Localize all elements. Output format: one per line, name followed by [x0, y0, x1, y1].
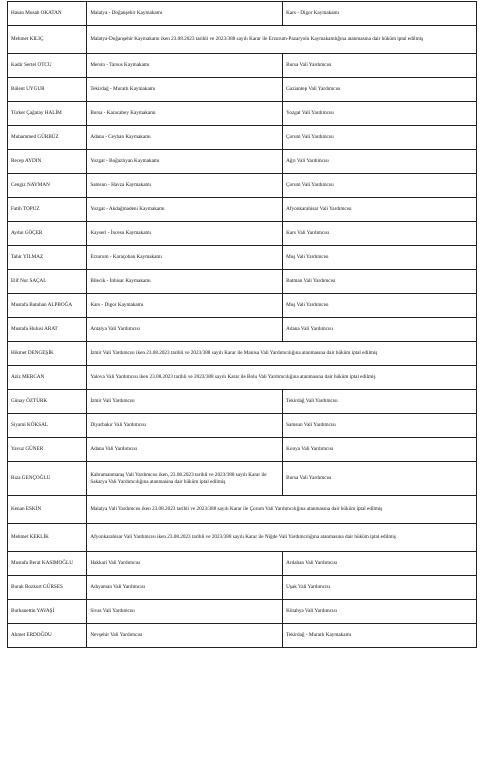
person-name-cell: Burak Bozkurt GÜRSES [8, 576, 87, 600]
new-post-cell: Afyonkarahisar Vali Yardımcısı [283, 198, 477, 222]
person-name-cell: Cengiz NAYMAN [8, 174, 87, 198]
current-post-cell: Kahramanmaraş Vali Yardımcısı iken, 23.08.2023 tarihli ve 2023/388 sayılı Karar ile Sakarya Vali Yardımcılığına atanmasına dair hüküm iptal edilmiş [87, 462, 283, 496]
table-row [8, 78, 477, 102]
new-post-cell: Kars Vali Yardımcısı [283, 222, 477, 246]
new-post-cell: Kars - Digor Kaymakamı [283, 2, 477, 26]
table-row [8, 576, 477, 600]
new-post-cell: Muş Vali Yardımcısı [283, 294, 477, 318]
current-post-cell: Bursa - Karacabey Kaymakamı [87, 102, 283, 126]
table-row [8, 524, 477, 552]
person-name-cell: Elif Nur SAÇAL [8, 270, 87, 294]
table-row [8, 222, 477, 246]
current-post-cell: Yozgat - Boğazlıyan Kaymakamı [87, 150, 283, 174]
person-name-cell: Burhanettin YAVAŞİ [8, 600, 87, 624]
current-post-cell: Bilecik - İnhisar Kaymakamı [87, 270, 283, 294]
current-post-cell: Diyarbakır Vali Yardımcısı [87, 414, 283, 438]
person-name-cell: Aziz MERCAN [8, 366, 87, 390]
table-row [8, 54, 477, 78]
table-row [8, 102, 477, 126]
person-name-cell: Bülent UYGUR [8, 78, 87, 102]
person-name-cell: Mehmet KILIÇ [8, 26, 87, 54]
table-row [8, 26, 477, 54]
person-name-cell: Mehmet KEKLİK [8, 524, 87, 552]
new-post-cell: Gaziantep Vali Yardımcısı [283, 78, 477, 102]
table-row [8, 414, 477, 438]
table-row [8, 174, 477, 198]
current-post-cell: Tekirdağ - Muratlı Kaymakamı [87, 78, 283, 102]
person-name-cell: Fatih TOPUZ [8, 198, 87, 222]
table-row [8, 294, 477, 318]
table-row [8, 366, 477, 390]
current-post-cell: Erzurum - Karaçoban Kaymakamı [87, 246, 283, 270]
table-row [8, 126, 477, 150]
current-post-cell: Malatya - Doğanşehir Kaymakamı [87, 2, 283, 26]
person-name-cell: Rıza GENÇOĞLU [8, 462, 87, 496]
annulment-note-cell: Malatya-Doğanşehir Kaymakamı iken 23.08.2023 tarihli ve 2023/388 sayılı Karar ile Erzurum-Pazaryolu Kaymakamlığına atanmasına dair hüküm iptal edilmiş [87, 26, 477, 54]
new-post-cell: Batman Vali Yardımcısı [283, 270, 477, 294]
table-row [8, 198, 477, 222]
table-row [8, 462, 477, 496]
current-post-cell: Antalya Vali Yardımcısı [87, 318, 283, 342]
person-name-cell: Hasan Musab OKATAN [8, 2, 87, 26]
new-post-cell: Bursa Vali Yardımcısı [283, 462, 477, 496]
new-post-cell: Konya Vali Yardımcısı [283, 438, 477, 462]
person-name-cell: Mustafa Berat KASIMOĞLU [8, 552, 87, 576]
current-post-cell: Sivas Vali Yardımcısı [87, 600, 283, 624]
table-row [8, 270, 477, 294]
table-row [8, 600, 477, 624]
table-row [8, 438, 477, 462]
annulment-note-cell: İzmir Vali Yardımcısı iken 23.08.2023 tarihli ve 2023/388 sayılı Karar ile Manisa Vali Yardımcılığına atanmasına dair hüküm iptal edilmiş [87, 342, 477, 366]
person-name-cell: Günay ÖZTÜRK [8, 390, 87, 414]
person-name-cell: Aydın GÖÇER [8, 222, 87, 246]
current-post-cell: Kayseri - İncesu Kaymakamı [87, 222, 283, 246]
current-post-cell: Adana Vali Yardımcısı [87, 438, 283, 462]
person-name-cell: Mustafa Hulusi ARAT [8, 318, 87, 342]
person-name-cell: Kadir Sertel OTCU [8, 54, 87, 78]
appointments-table-body [8, 2, 477, 648]
person-name-cell: Ahmet ERDOĞDU [8, 624, 87, 648]
annulment-note-cell: Malatya Vali Yardımcısı iken 23.08.2023 tarihli ve 2023/388 sayılı Karar ile Çorum Vali Yardımcılığına atanmasına dair hüküm iptal edilmiş [87, 496, 477, 524]
current-post-cell: İzmir Vali Yardımcısı [87, 390, 283, 414]
table-row [8, 150, 477, 174]
current-post-cell: Mersin - Tarsus Kaymakamı [87, 54, 283, 78]
table-row [8, 624, 477, 648]
new-post-cell: Ardahan Vali Yardımcısı [283, 552, 477, 576]
new-post-cell: Tekirdağ Vali Yardımcısı [283, 390, 477, 414]
new-post-cell: Yozgat Vali Yardımcısı [283, 102, 477, 126]
table-row [8, 318, 477, 342]
current-post-cell: Adıyaman Vali Yardımcısı [87, 576, 283, 600]
table-row [8, 390, 477, 414]
person-name-cell: Hikmet DENGEŞİK [8, 342, 87, 366]
new-post-cell: Kütahya Vali Yardımcısı [283, 600, 477, 624]
person-name-cell: Kenan ESKİN [8, 496, 87, 524]
current-post-cell: Adana - Ceyhan Kaymakamı [87, 126, 283, 150]
person-name-cell: Türker Çağatay HALİM [8, 102, 87, 126]
current-post-cell: Kars - Digor Kaymakamı [87, 294, 283, 318]
person-name-cell: Recep AYDIN [8, 150, 87, 174]
person-name-cell: Siyami KÖKSAL [8, 414, 87, 438]
appointments-table [7, 1, 477, 648]
new-post-cell: Çorum Vali Yardımcısı [283, 174, 477, 198]
table-row [8, 246, 477, 270]
new-post-cell: Tekirdağ - Muratlı Kaymakamı [283, 624, 477, 648]
table-row [8, 496, 477, 524]
current-post-cell: Hakkari Vali Yardımcısı [87, 552, 283, 576]
new-post-cell: Ağrı Vali Yardımcısı [283, 150, 477, 174]
person-name-cell: Tahir YILMAZ [8, 246, 87, 270]
annulment-note-cell: Yalova Vali Yardımcısı iken 23.08.2023 tarihli ve 2023/388 sayılı Karar ile Bolu Vali Yardımcılığına atanmasına dair hüküm iptal edilmiş [87, 366, 477, 390]
current-post-cell: Nevşehir Vali Yardımcısı [87, 624, 283, 648]
new-post-cell: Bursa Vali Yardımcısı [283, 54, 477, 78]
new-post-cell: Muş Vali Yardımcısı [283, 246, 477, 270]
person-name-cell: Muhammed GÜRBÜZ [8, 126, 87, 150]
person-name-cell: Yavuz GÜNER [8, 438, 87, 462]
table-row [8, 552, 477, 576]
table-row [8, 2, 477, 26]
table-row [8, 342, 477, 366]
new-post-cell: Çorum Vali Yardımcısı [283, 126, 477, 150]
new-post-cell: Samsun Vali Yardımcısı [283, 414, 477, 438]
current-post-cell: Yozgat - Akdağmadeni Kaymakamı [87, 198, 283, 222]
new-post-cell: Uşak Vali Yardımcısı [283, 576, 477, 600]
current-post-cell: Samsun - Havza Kaymakamı [87, 174, 283, 198]
new-post-cell: Adana Vali Yardımcısı [283, 318, 477, 342]
annulment-note-cell: Afyonkarahisar Vali Yardımcısı iken 23.08.2023 tarihli ve 2023/388 sayılı Karar ile Niğde Vali Yardımcılığına atanmasına dair hüküm iptal edilmiş [87, 524, 477, 552]
person-name-cell: Mustafa Batuhan ALPBOĞA [8, 294, 87, 318]
